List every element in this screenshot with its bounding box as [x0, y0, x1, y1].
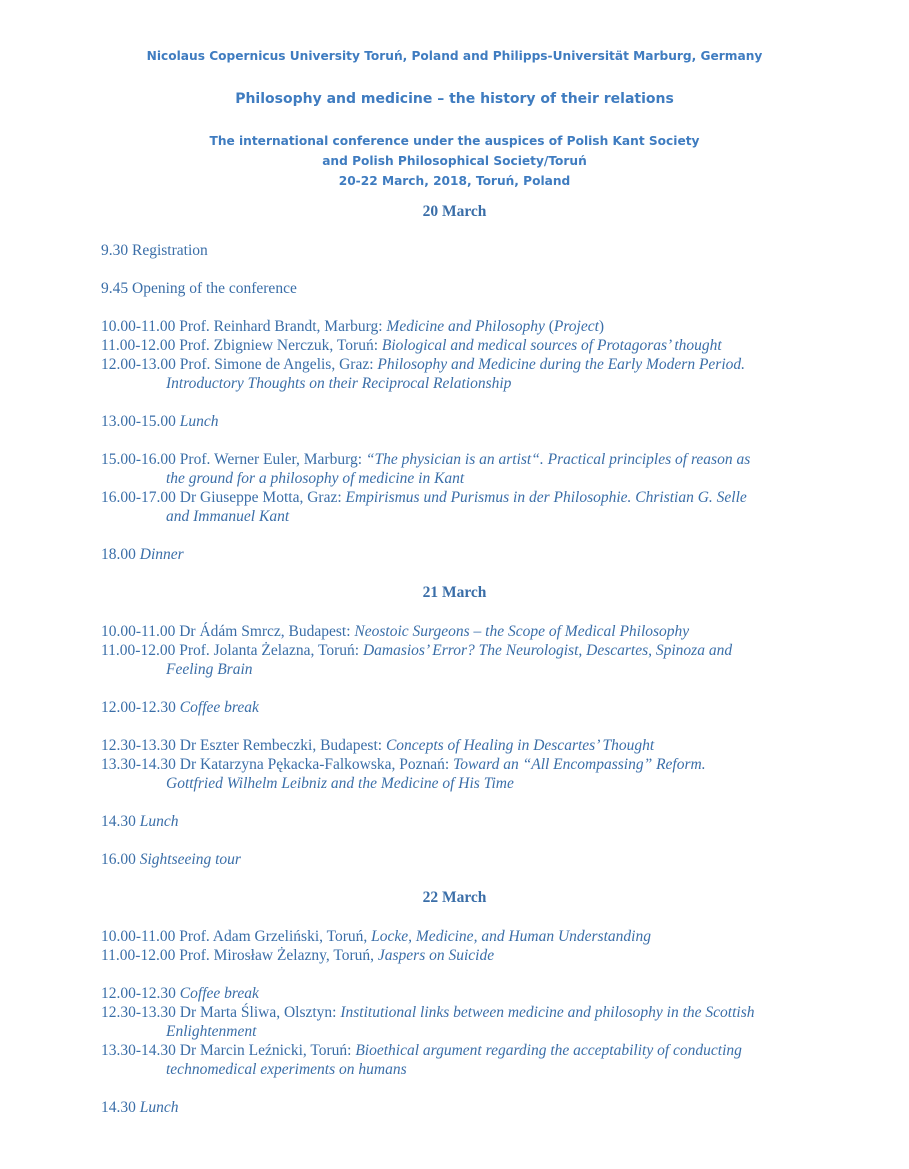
subtitle-line-1: The international conference under the auspices of Polish Kant Society — [209, 134, 700, 148]
sightseeing-item — [101, 850, 821, 869]
session-time-speaker: 11.00-12.00 Prof. Zbigniew Nerczuk, Toruń: — [101, 337, 382, 354]
session-item — [101, 450, 821, 469]
coffee-break-item — [101, 698, 821, 717]
session-topic: Medicine and Philosophy — [386, 318, 545, 335]
session-time-speaker: 12.00-13.00 Prof. Simone de Angelis, Graz: — [101, 356, 378, 373]
session-item — [101, 1041, 821, 1060]
paren-close: ) — [598, 318, 605, 335]
session-item — [101, 336, 821, 355]
universities-heading: Nicolaus Copernicus University Toruń, Poland and Philipps-Universität Marburg, Germany — [146, 49, 763, 63]
session-topic-continued: technomedical experiments on humans — [166, 1061, 407, 1078]
session-time-speaker: 13.30-14.30 Dr Marcin Leźnicki, Toruń: — [101, 1042, 356, 1059]
session-item — [101, 641, 821, 660]
registration-item: 9.30 Registration — [101, 242, 208, 259]
session-topic-continued: Gottfried Wilhelm Leibniz and the Medicine of His Time — [166, 775, 514, 792]
session-item — [101, 755, 821, 774]
dinner-time: 18.00 — [101, 546, 140, 563]
session-topic: Damasios’ Error? The Neurologist, Descartes, Spinoza and — [362, 642, 733, 659]
lunch-item — [101, 412, 821, 431]
session-item — [101, 488, 821, 507]
coffee-time: 12.00-12.30 — [101, 699, 180, 716]
lunch-time: 14.30 — [101, 813, 140, 830]
session-topic: Institutional links between medicine and philosophy in the Scottish — [340, 1004, 755, 1021]
coffee-label: Coffee break — [179, 985, 259, 1002]
session-item — [101, 736, 821, 755]
session-topic: Jaspers on Suicide — [377, 947, 495, 964]
day-heading-21-march: 21 March — [422, 584, 487, 601]
session-item — [101, 946, 821, 965]
lunch-label: Lunch — [139, 1099, 179, 1116]
session-time-speaker: 10.00-11.00 Prof. Reinhard Brandt, Marburg: — [101, 318, 387, 335]
session-topic: Locke, Medicine, and Human Understanding — [371, 928, 651, 945]
session-time-speaker: 12.30-13.30 Dr Marta Śliwa, Olsztyn: — [101, 1004, 341, 1021]
session-item — [101, 927, 821, 946]
subtitle-line-2: and Polish Philosophical Society/Toruń — [322, 154, 587, 168]
conference-subtitle — [0, 131, 909, 191]
session-topic: Philosophy and Medicine during the Early Modern Period. — [377, 356, 746, 373]
coffee-time: 12.00-12.30 — [101, 985, 180, 1002]
session-item — [101, 355, 821, 374]
session-time-speaker: 10.00-11.00 Prof. Adam Grzeliński, Toruń, — [101, 928, 372, 945]
dinner-item — [101, 545, 821, 564]
dinner-label: Dinner — [139, 546, 184, 563]
session-topic-continued: the ground for a philosophy of medicine in Kant — [166, 470, 465, 487]
session-topic-continued: Introductory Thoughts on their Reciprocal Relationship — [166, 375, 512, 392]
session-topic: Empirismus und Purismus in der Philosophie. Christian G. Selle — [345, 489, 747, 506]
dates-place: 20-22 March, 2018, Toruń, Poland — [338, 174, 571, 188]
sightseeing-time: 16.00 — [101, 851, 140, 868]
session-item — [101, 317, 821, 336]
session-item — [101, 1003, 821, 1022]
session-topic: Toward an “All Encompassing” Reform. — [453, 756, 706, 773]
lunch-item — [101, 812, 821, 831]
session-time-speaker: 12.30-13.30 Dr Eszter Rembeczki, Budapest: — [101, 737, 386, 754]
lunch-item — [101, 1098, 821, 1117]
lunch-time: 14.30 — [101, 1099, 140, 1116]
session-topic: Bioethical argument regarding the acceptability of conducting — [355, 1042, 742, 1059]
lunch-time: 13.00-15.00 — [101, 413, 180, 430]
paren-open: ( — [544, 318, 554, 335]
session-time-speaker: 13.30-14.30 Dr Katarzyna Pękacka-Falkowska, Poznań: — [101, 756, 454, 773]
session-item — [101, 622, 821, 641]
lunch-label: Lunch — [139, 813, 179, 830]
session-time-speaker: 16.00-17.00 Dr Giuseppe Motta, Graz: — [101, 489, 346, 506]
session-topic-continued: Feeling Brain — [166, 661, 253, 678]
session-topic: “The physician is an artist“. Practical principles of reason as — [365, 451, 751, 468]
session-topic: Neostoic Surgeons – the Scope of Medical Philosophy — [354, 623, 690, 640]
lunch-label: Lunch — [179, 413, 219, 430]
session-topic-note: Project — [553, 318, 599, 335]
conference-title: Philosophy and medicine – the history of their relations — [235, 91, 674, 107]
session-topic-continued: Enlightenment — [166, 1023, 257, 1040]
session-time-speaker: 11.00-12.00 Prof. Mirosław Żelazny, Toruń, — [101, 947, 378, 964]
coffee-label: Coffee break — [179, 699, 259, 716]
session-topic: Concepts of Healing in Descartes’ Thought — [385, 737, 655, 754]
session-time-speaker: 15.00-16.00 Prof. Werner Euler, Marburg: — [101, 451, 366, 468]
session-topic: Biological and medical sources of Protagoras’ thought — [381, 337, 722, 354]
coffee-break-item — [101, 984, 821, 1003]
sightseeing-label: Sightseeing tour — [139, 851, 241, 868]
day-heading-22-march: 22 March — [422, 889, 487, 906]
session-topic-continued: and Immanuel Kant — [166, 508, 290, 525]
day-heading-20-march: 20 March — [422, 203, 487, 220]
session-time-speaker: 10.00-11.00 Dr Ádám Smrcz, Budapest: — [101, 623, 355, 640]
session-time-speaker: 11.00-12.00 Prof. Jolanta Żelazna, Toruń: — [101, 642, 363, 659]
opening-item: 9.45 Opening of the conference — [101, 280, 297, 297]
